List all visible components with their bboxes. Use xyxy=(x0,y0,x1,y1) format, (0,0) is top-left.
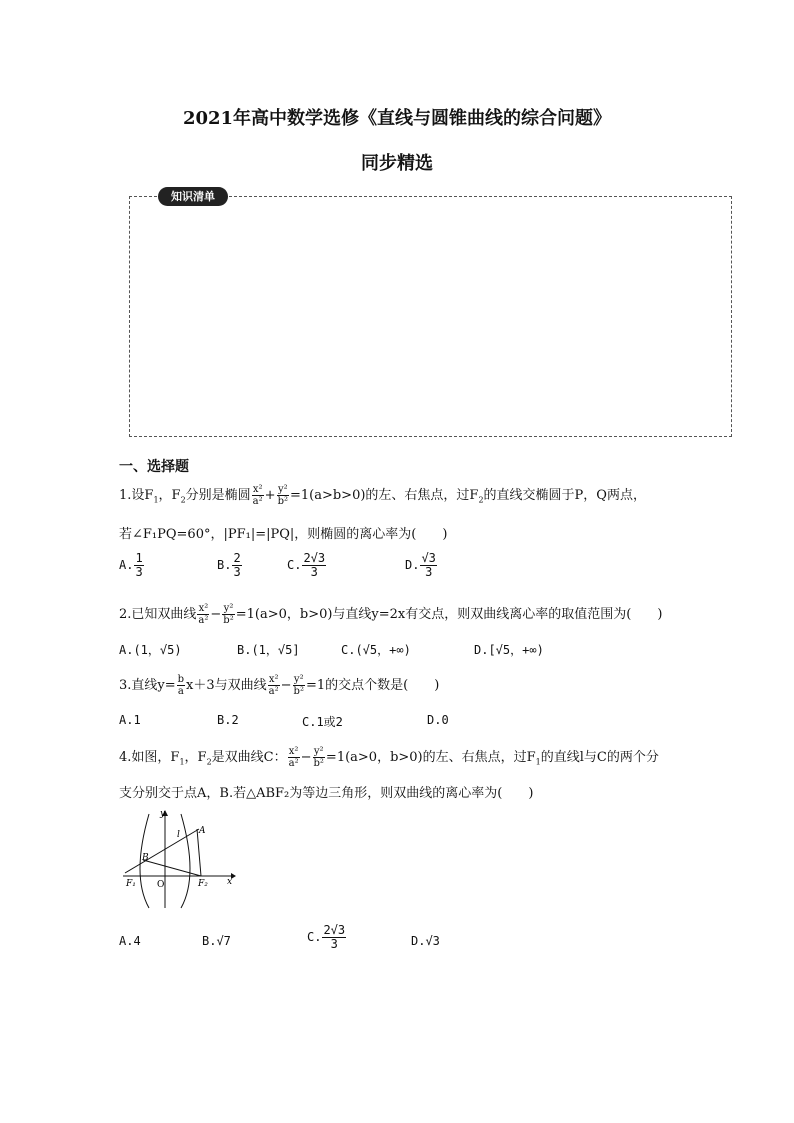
label-a: A xyxy=(199,826,206,836)
document-title: 2021年高中数学选修《直线与圆锥曲线的综合问题》 xyxy=(182,108,612,129)
label-f2: F₂ xyxy=(198,879,208,889)
label-origin: O xyxy=(157,880,165,890)
q1-option-a: A. $\frac{1}{3}$ xyxy=(119,551,143,579)
q2-option-a: A.(1，√5) xyxy=(119,643,182,657)
line-l xyxy=(125,829,199,873)
q3-option-b: B.2 xyxy=(217,713,239,727)
q1-option-c: C. $\frac{2√3}{3}$ xyxy=(287,551,326,579)
segment-af2 xyxy=(197,829,201,876)
q2-option-c: C.(√5，+∞) xyxy=(341,643,411,657)
q3-option-d: D.0 xyxy=(427,713,449,727)
q2-option-b: B.(1，√5] xyxy=(237,643,300,657)
question-4-line-2: 支分别交于点A，B.若△ABF₂为等边三角形，则双曲线的离心率为( ) xyxy=(119,786,534,801)
question-1-line-2: 若∠F₁PQ=60°，|PF₁|=|PQ|，则椭圆的离心率为( ) xyxy=(119,527,448,542)
section-heading-choice: 一、选择题 xyxy=(119,459,189,475)
fraction-y2-b2: $\frac{\text{y²}}{\text{b²}}$ xyxy=(277,484,288,507)
q4-option-b: B.√7 xyxy=(202,934,231,948)
hyperbola-right-branch xyxy=(181,814,190,908)
label-b: B xyxy=(142,853,149,863)
q3-option-c: C.1或2 xyxy=(302,715,343,729)
fraction-x2-a2: $\frac{\text{x²}}{\text{a²}}$ xyxy=(252,484,263,507)
knowledge-list-badge: 知识清单 xyxy=(158,187,228,206)
hyperbola-figure xyxy=(119,808,239,912)
label-y: y xyxy=(160,809,166,819)
question-4-line-1: 4.如图，$F_1$，$F_2$是双曲线C： $\frac{\text{x²}}{\text{a²}}$ − $\frac{\text{y²}}{\text{b²}}$ =1(a>0，b>0)的左、右焦点，过$F_1$的直线l与C的两个分 xyxy=(119,746,659,769)
label-l: l xyxy=(177,830,180,840)
document-subtitle: 同步精选 xyxy=(361,153,433,174)
knowledge-list-box xyxy=(129,196,732,437)
label-x: x xyxy=(227,877,233,887)
q3-option-a: A.1 xyxy=(119,713,141,727)
q4-option-a: A.4 xyxy=(119,934,141,948)
q4-option-c: C. $\frac{2√3}{3}$ xyxy=(307,923,346,951)
segment-bf2 xyxy=(143,860,201,876)
q1-option-b: B. $\frac{2}{3}$ xyxy=(217,551,241,579)
label-f1: F₁ xyxy=(126,879,136,889)
question-1-line-1: 1.设$F_1$，$F_2$分别是椭圆 $\frac{\text{x²}}{\text{a²}}$ + $\frac{\text{y²}}{\text{b²}}$ =1(a>b>0)的左、右焦点，过$F_2$的直线交椭圆于P，Q两点， xyxy=(119,484,646,507)
q1-option-d: D. $\frac{√3}{3}$ xyxy=(405,551,436,579)
question-3-line-1: 3.直线y= $\frac{b}{a}$ x＋3与双曲线 $\frac{\text{x²}}{\text{a²}}$ − $\frac{\text{y²}}{\text{b²}}$ =1的交点个数是( ) xyxy=(119,674,440,697)
q2-option-d: D.[√5，+∞) xyxy=(474,643,544,657)
q4-option-d: D.√3 xyxy=(411,934,440,948)
question-2-line-1: 2.已知双曲线 $\frac{\text{x²}}{\text{a²}}$ − $\frac{\text{y²}}{\text{b²}}$ =1(a>0，b>0)与直线y=2x有交点，则双曲线离心率的取值范围为( ) xyxy=(119,603,663,626)
